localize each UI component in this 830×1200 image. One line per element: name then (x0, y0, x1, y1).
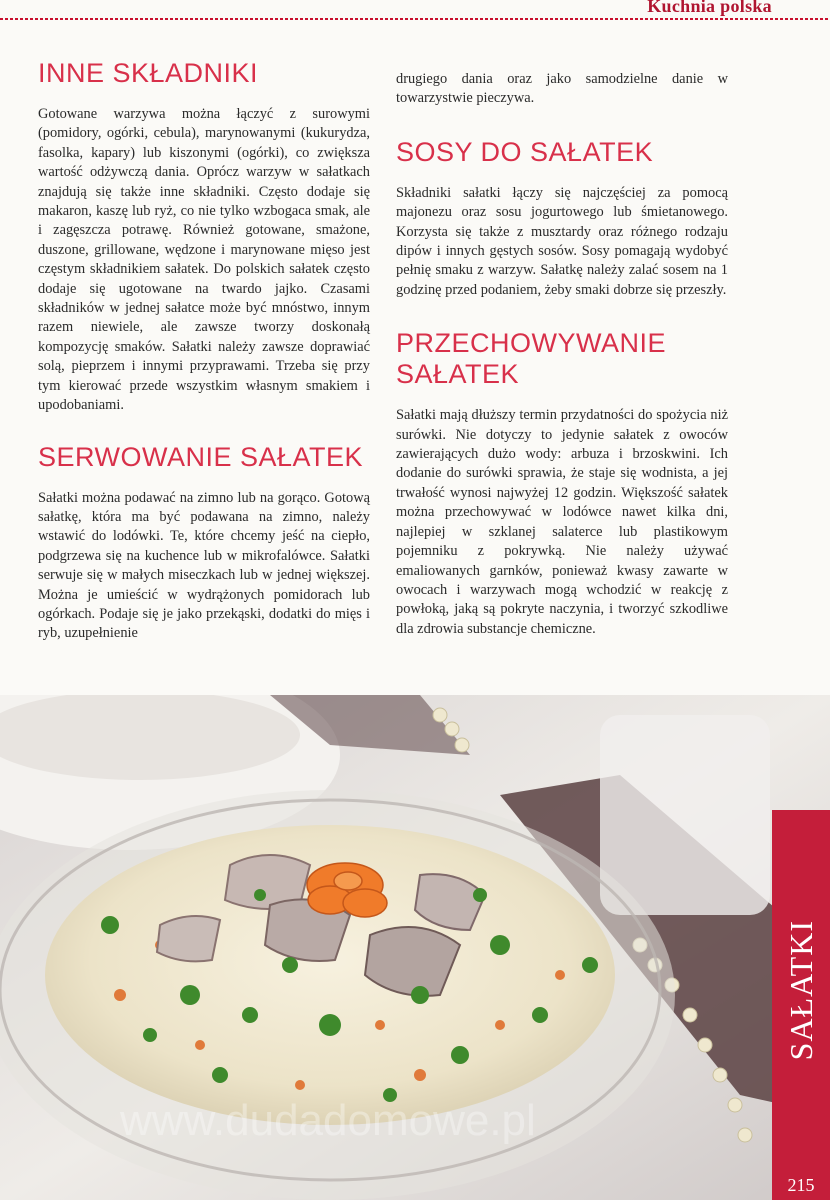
section-text-sosy: Składniki sałatki łączy się najczęściej za pomocą majonezu oraz sosu jogurtowego lub śmietanowego. Korzysta się także z musztardy oraz różnego rodzaju dipów i innych gęstych sosów. Sosy pomagają wydobyć pełnię smaku z warzyw. Sałatkę należy zalać sosem na 1 godzinę przed podaniem, żeby smaki dobrze się przeszły. (396, 184, 728, 298)
section-heading-sosy: SOSY DO SAŁATEK (396, 136, 654, 167)
salad-photo (0, 695, 830, 1200)
salad-illustration (0, 695, 830, 1200)
right-column (396, 70, 728, 639)
section-text-serwowanie: Sałatki można podawać na zimno lub na gorąco. Gotową sałatkę, która ma być podawana na zimno, należy wstawić do lodówki. Te, które chcemy jeść na ciepło, podgrzewa się na kuchence lub w mikrofalówce. Sałatki serwuje się w małych miseczkach lub w jednej większej. Można je umieścić w wydrążonych pomidorach lub ogórkach. Podaje się je jako przekąski, dodatki do mięs i ryb, uzupełnienie (38, 489, 370, 642)
running-header: Kuchnia polska (647, 0, 772, 16)
section-text-inne-skladniki: Gotowane warzywa można łączyć z surowymi (pomidory, ogórki, cebula), marynowanymi (kukurydza, fasolka, kapary) lub kiszonymi (ogórki), co zwiększa wartość odżywczą dania. Oprócz warzyw w sałatkach znajdują się także inne składniki. Często dodaje się makaron, kaszę lub ryż, co nie tylko wzbogaca smak, ale i zagęszcza potrawę. Również gotowane, smażone, duszone, grillowane, wędzone i marynowane mięso jest częstym składnikiem sałatek. Do polskich sałatek często dodaje się ugotowane na twardo jajko. Czasami składników w jednej sałatce może być mnóstwo, innym razem niewiele, ale zawsze tworzy doskonałą kompozycję smaków. Sałatki należy zawsze doprawiać solą, pieprzem i innymi przyprawami. Trzeba się przy tym kierować przede wszystkim własnym smakiem i upodobaniami. (38, 106, 370, 414)
section-heading-inne-skladniki: INNE SKŁADNIKI (38, 58, 259, 88)
section-heading-przechowywanie: PRZECHOWYWANIE SAŁATEK (396, 328, 666, 390)
photo-watermark: www.dudadomowe.pl (120, 1096, 536, 1145)
section-text-przechowywanie: Sałatki mają dłuższy termin przydatności do spożycia niż surówki. Nie dotyczy to jedynie sałatek z owoców zawierających dużo wody: arbuza i brzoskwini. Ich dodanie do surówki sprawia, że staje się wodnista, a jej trwałość wynosi najwyżej 12 godzin. Większość sałatek można przechowywać w lodówce nawet kilka dni, najlepiej w szklanej salaterce lub plastikowym pojemniku z pokrywką. Nie należy używać emaliowanych garnków, ponieważ kwasy zawarte w owocach i warzywach mogą wchodzić w reakcję z powłoką, jaką są pokryte naczynia, i tworzyć szkodliwe dla zdrowia substancje chemiczne. (396, 407, 728, 637)
section-side-tab (772, 810, 830, 1170)
continued-text: drugiego dania oraz jako samodzielne danie w towarzystwie pieczywa. (396, 71, 728, 107)
header-rule (0, 18, 830, 20)
page-number: 215 (772, 1170, 830, 1200)
section-heading-serwowanie: SERWOWANIE SAŁATEK (38, 441, 364, 472)
side-tab-label: SAŁATKI (782, 919, 819, 1061)
left-column (38, 58, 370, 644)
